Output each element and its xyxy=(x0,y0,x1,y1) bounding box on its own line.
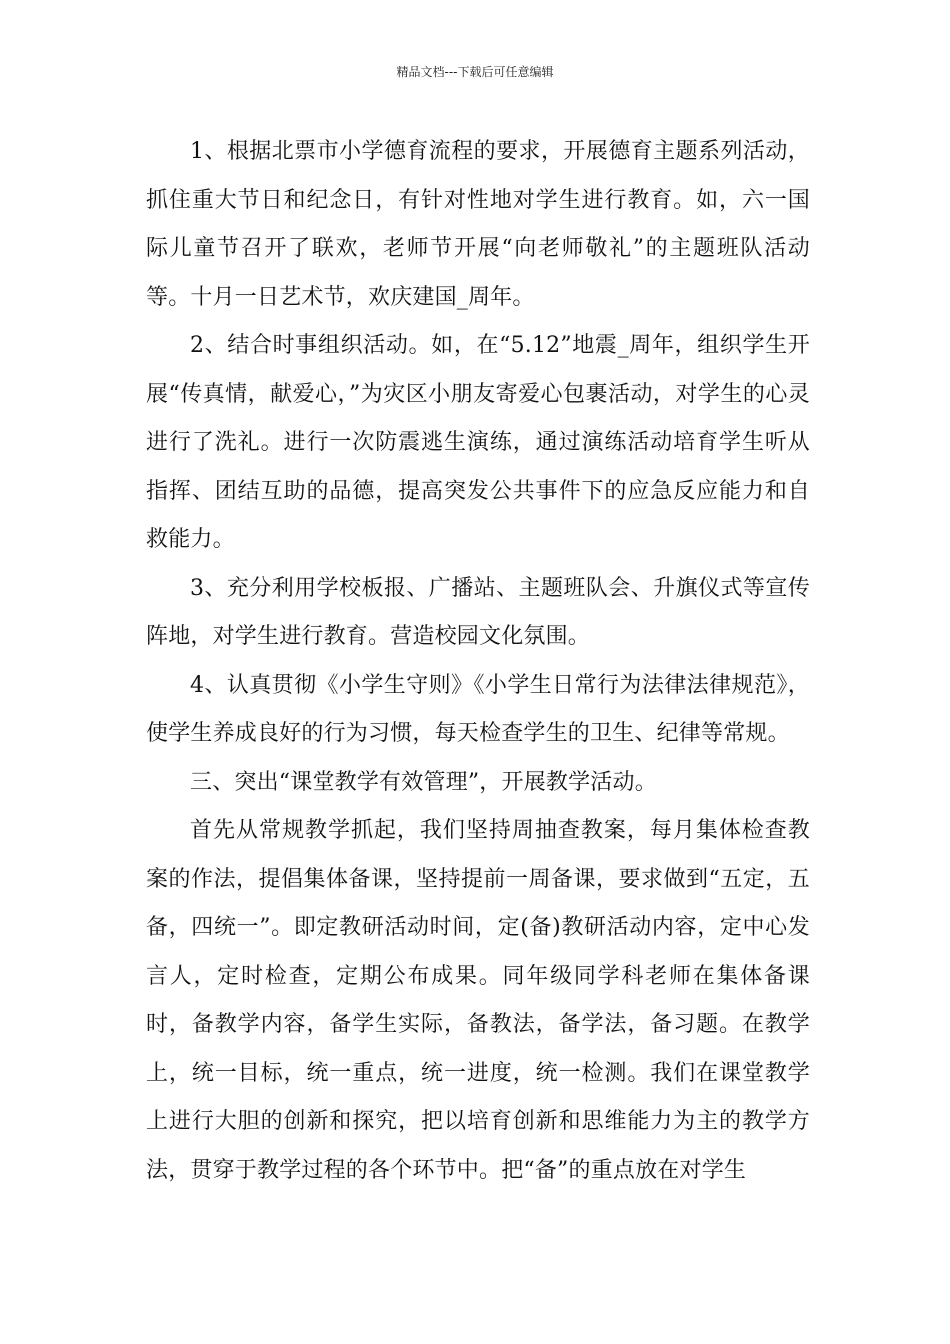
document-body xyxy=(146,128,810,1195)
paragraph-routine-teaching: 首先从常规教学抓起，我们坚持周抽查教案，每月集体检查教案的作法，提倡集体备课，坚持提前一周备课，要求做到“五定，五备，四统一”。即定教研活动时间，定(备)教研活动内容，定中心发言人，定时检查，定期公布成果。同年级同学科老师在集体备课时，备教学内容，备学生实际，备教法，备学法，备习题。在教学上，统一目标，统一重点，统一进度，统一检测。我们在课堂教学上进行大胆的创新和探究，把以培育创新和思维能力为主的教学方法，贯穿于教学过程的各个环节中。把“备”的重点放在对学生 xyxy=(146,818,810,1183)
page-header: 精品文档---下载后可任意编辑 xyxy=(396,65,554,79)
paragraph-moral-education-activities: 1、根据北票市小学德育流程的要求，开展德育主题系列活动，抓住重大节日和纪念日，有针对性地对学生进行教育。如，六一国际儿童节召开了联欢，老师节开展“向老师敬礼”的主题班队活动等。十月一日艺术节，欢庆建国_周年。 xyxy=(146,139,810,310)
section-heading-classroom-teaching: 三、突出“课堂教学有效管理”，开展教学活动。 xyxy=(190,769,657,795)
paragraph-student-code: 4、认真贯彻《小学生守则》《小学生日常行为法律法律规范》，使学生养成良好的行为习惯，每天检查学生的卫生、纪律等常规。 xyxy=(146,672,810,746)
paragraph-current-events-activities: 2、结合时事组织活动。如，在“5.12”地震_周年，组织学生开展“传真情，献爱心，”为灾区小朋友寄爱心包裹活动，对学生的心灵进行了洗礼。进行一次防震逃生演练，通过演练活动培育学生听从指挥、团结互助的品德，提高突发公共事件下的应急反应能力和自救能力。 xyxy=(146,333,810,552)
paragraph-publicity-positions: 3、充分利用学校板报、广播站、主题班队会、升旗仪式等宣传阵地，对学生进行教育。营造校园文化氛围。 xyxy=(146,575,810,649)
